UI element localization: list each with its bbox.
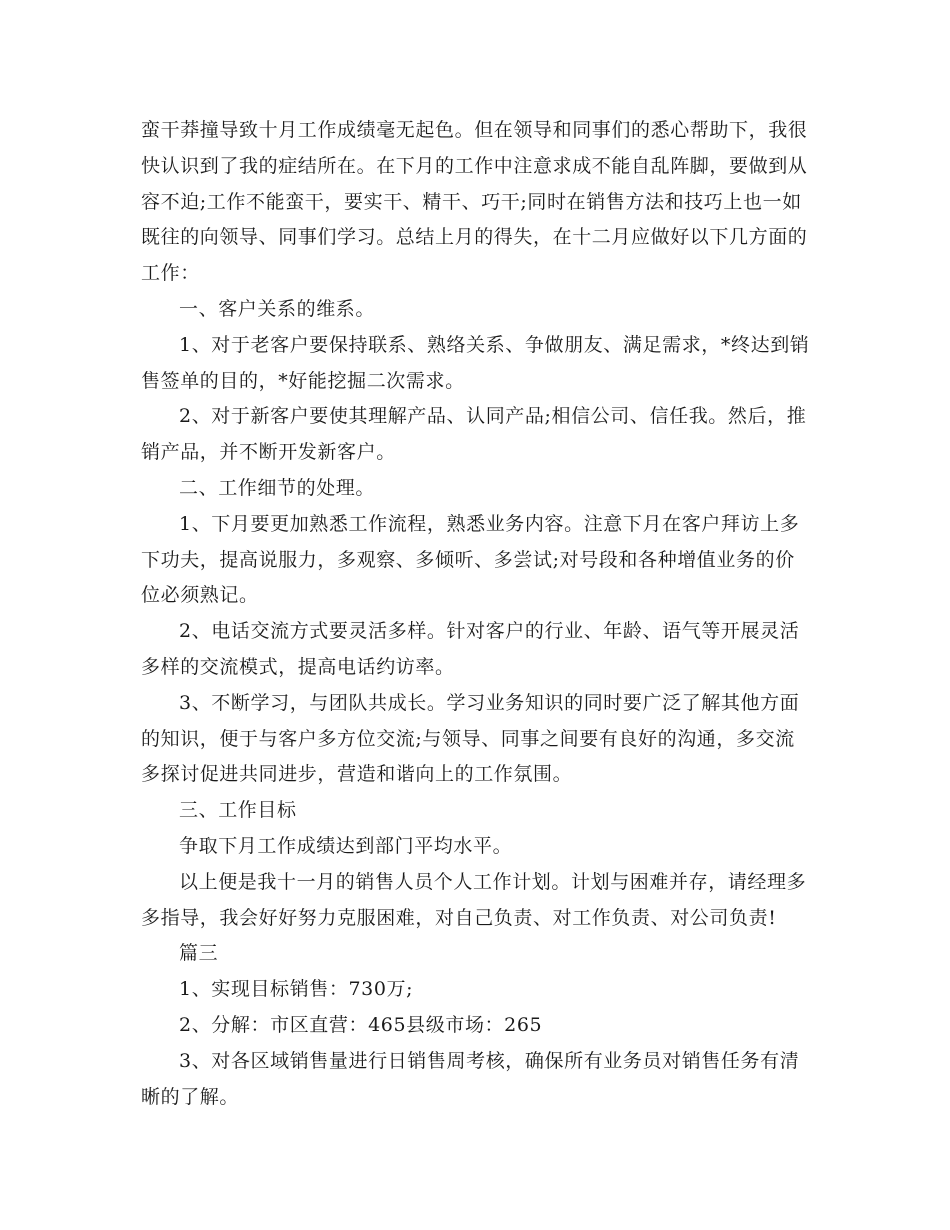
paragraph-new-customers: 2、对于新客户要使其理解产品、认同产品;相信公司、信任我。然后，推销产品，并不断开发新客户。 [141, 405, 807, 464]
paragraph-continuous-learning: 3、不断学习，与团队共成长。学习业务知识的同时要广泛了解其他方面的知识，便于与客户多方位交流;与领导、同事之间要有良好的沟通，多交流多探讨促进共同进步，营造和谐向上的工作氛围。 [141, 691, 800, 786]
document-body [141, 113, 813, 1115]
heading-work-details: 二、工作细节的处理。 [179, 476, 376, 499]
heading-customer-relations: 一、客户关系的维系。 [179, 297, 376, 320]
paragraph-sales-target: 1、实现目标销售：730万; [179, 978, 414, 1001]
paragraph-goal-statement: 争取下月工作成绩达到部门平均水平。 [179, 834, 513, 857]
heading-work-goals: 三、工作目标 [179, 799, 297, 822]
paragraph-breakdown: 2、分解：市区直营：465县级市场：265 [179, 1013, 543, 1036]
paragraph-old-customers: 1、对于老客户要保持联系、熟络关系、争做朋友、满足需求，*终达到销售签单的目的，*好能挖掘二次需求。 [141, 333, 810, 392]
paragraph-regional-assessment: 3、对各区域销售量进行日销售周考核，确保所有业务员对销售任务有清晰的了解。 [141, 1049, 800, 1108]
paragraph-phone-communication: 2、电话交流方式要灵活多样。针对客户的行业、年龄、语气等开展灵活多样的交流模式，提高电话约访率。 [141, 620, 800, 678]
paragraph-closing: 以上便是我十一月的销售人员个人工作计划。计划与困难并存，请经理多多指导，我会好好努力克服困难，对自己负责、对工作负责、对公司负责! [141, 870, 807, 929]
paragraph-workflow: 1、下月要更加熟悉工作流程，熟悉业务内容。注意下月在客户拜访上多下功夫，提高说服力，多观察、多倾听、多尝试;对号段和各种增值业务的价位必须熟记。 [141, 512, 800, 607]
heading-part-three: 篇三 [179, 942, 219, 965]
paragraph-intro: 蛮干莽撞导致十月工作成绩毫无起色。但在领导和同事们的悉心帮助下，我很快认识到了我的症结所在。在下月的工作中注意求成不能自乱阵脚，要做到从容不迫;工作不能蛮干，要实干、精干、巧干;同时在销售方法和技巧上也一如既往的向领导、同事们学习。总结上月的得失，在十二月应做好以下几方面的工作： [141, 119, 808, 285]
